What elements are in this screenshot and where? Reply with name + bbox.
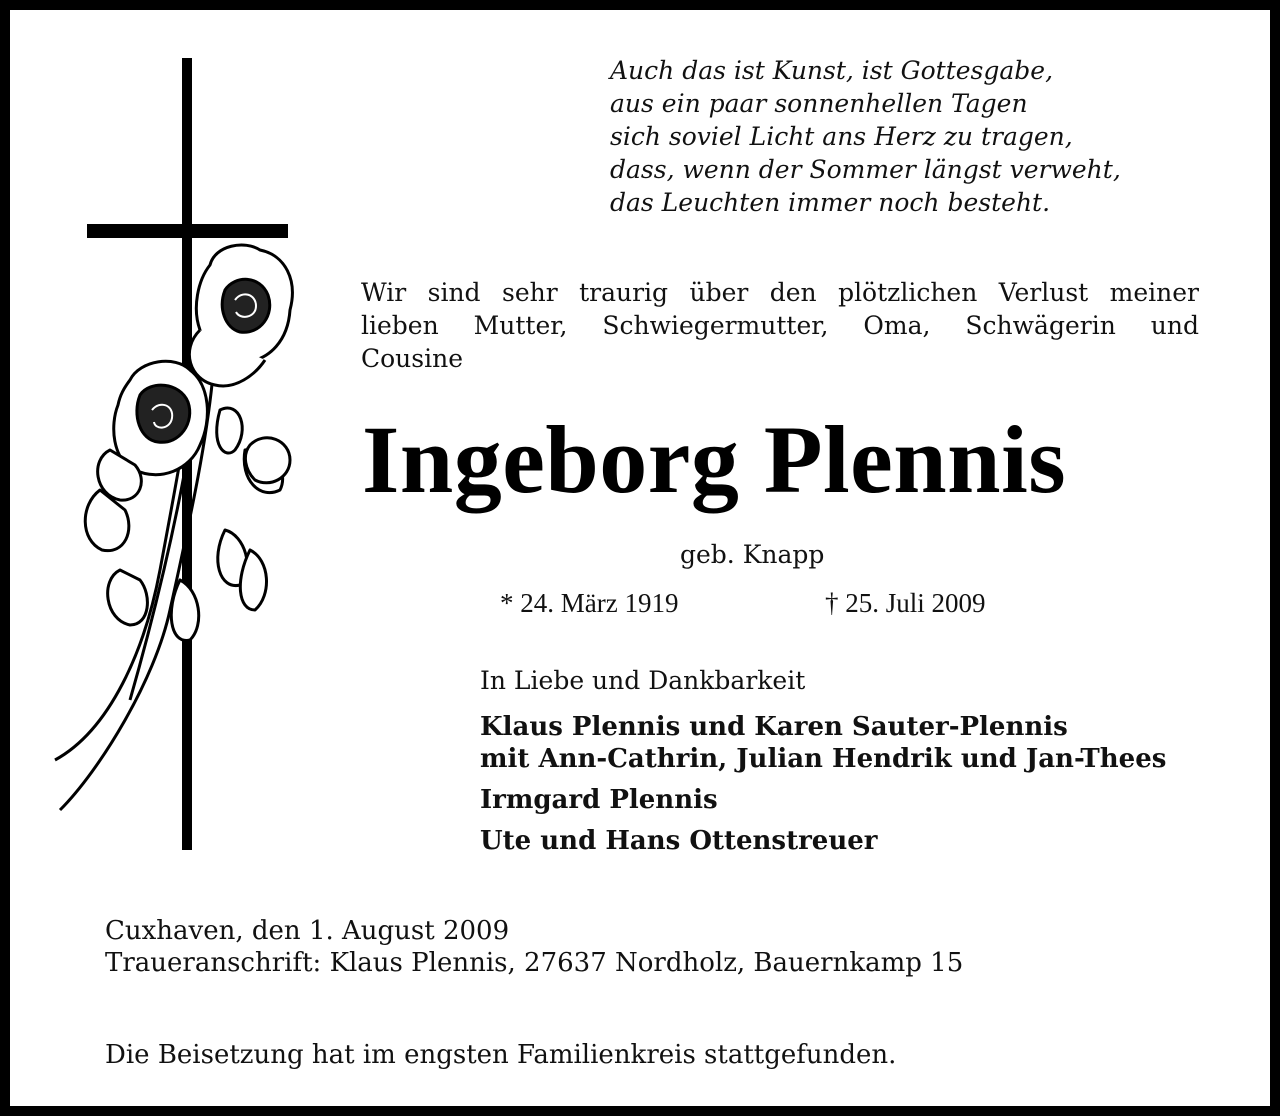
poem-line: aus ein paar sonnenhellen Tagen xyxy=(610,89,1028,118)
announcement-text xyxy=(361,276,1199,375)
announcement-line: lieben Mutter, Schwiegermutter, Oma, Schwägerin und xyxy=(361,311,1199,340)
cross-with-roses-illustration xyxy=(40,50,320,860)
mourner-line: Klaus Plennis und Karen Sauter-Plennis xyxy=(480,712,1068,742)
place-date: Cuxhaven, den 1. August 2009 xyxy=(105,916,510,946)
birth-date: * 24. März 1919 xyxy=(500,588,679,618)
mourners-list xyxy=(480,711,1166,857)
roses-icon xyxy=(55,245,292,810)
poem-line: sich soviel Licht ans Herz zu tragen, xyxy=(610,122,1073,151)
poem-line: Auch das ist Kunst, ist Gottesgabe, xyxy=(610,56,1054,85)
announcement-line: Cousine xyxy=(361,344,464,373)
death-date: † 25. Juli 2009 xyxy=(825,588,986,618)
maiden-name: geb. Knapp xyxy=(680,540,825,569)
announcement-line: Wir sind sehr traurig über den plötzlichen Verlust meiner xyxy=(361,278,1199,307)
mourner-line: Ute und Hans Ottenstreuer xyxy=(480,826,878,856)
mourners-intro: In Liebe und Dankbarkeit xyxy=(480,666,806,695)
footer-block xyxy=(105,915,963,979)
poem-line: dass, wenn der Sommer längst verweht, xyxy=(610,155,1121,184)
mourner-line: Irmgard Plennis xyxy=(480,785,718,815)
mourning-address: Traueranschrift: Klaus Plennis, 27637 Nordholz, Bauernkamp 15 xyxy=(105,948,964,978)
funeral-note: Die Beisetzung hat im engsten Familienkreis stattgefunden. xyxy=(105,1040,897,1070)
mourner-line: mit Ann-Cathrin, Julian Hendrik und Jan-Thees xyxy=(480,744,1167,774)
poem-line: das Leuchten immer noch besteht. xyxy=(610,188,1051,217)
deceased-name: Ingeborg Plennis xyxy=(362,406,1067,513)
memorial-poem xyxy=(610,54,1121,219)
